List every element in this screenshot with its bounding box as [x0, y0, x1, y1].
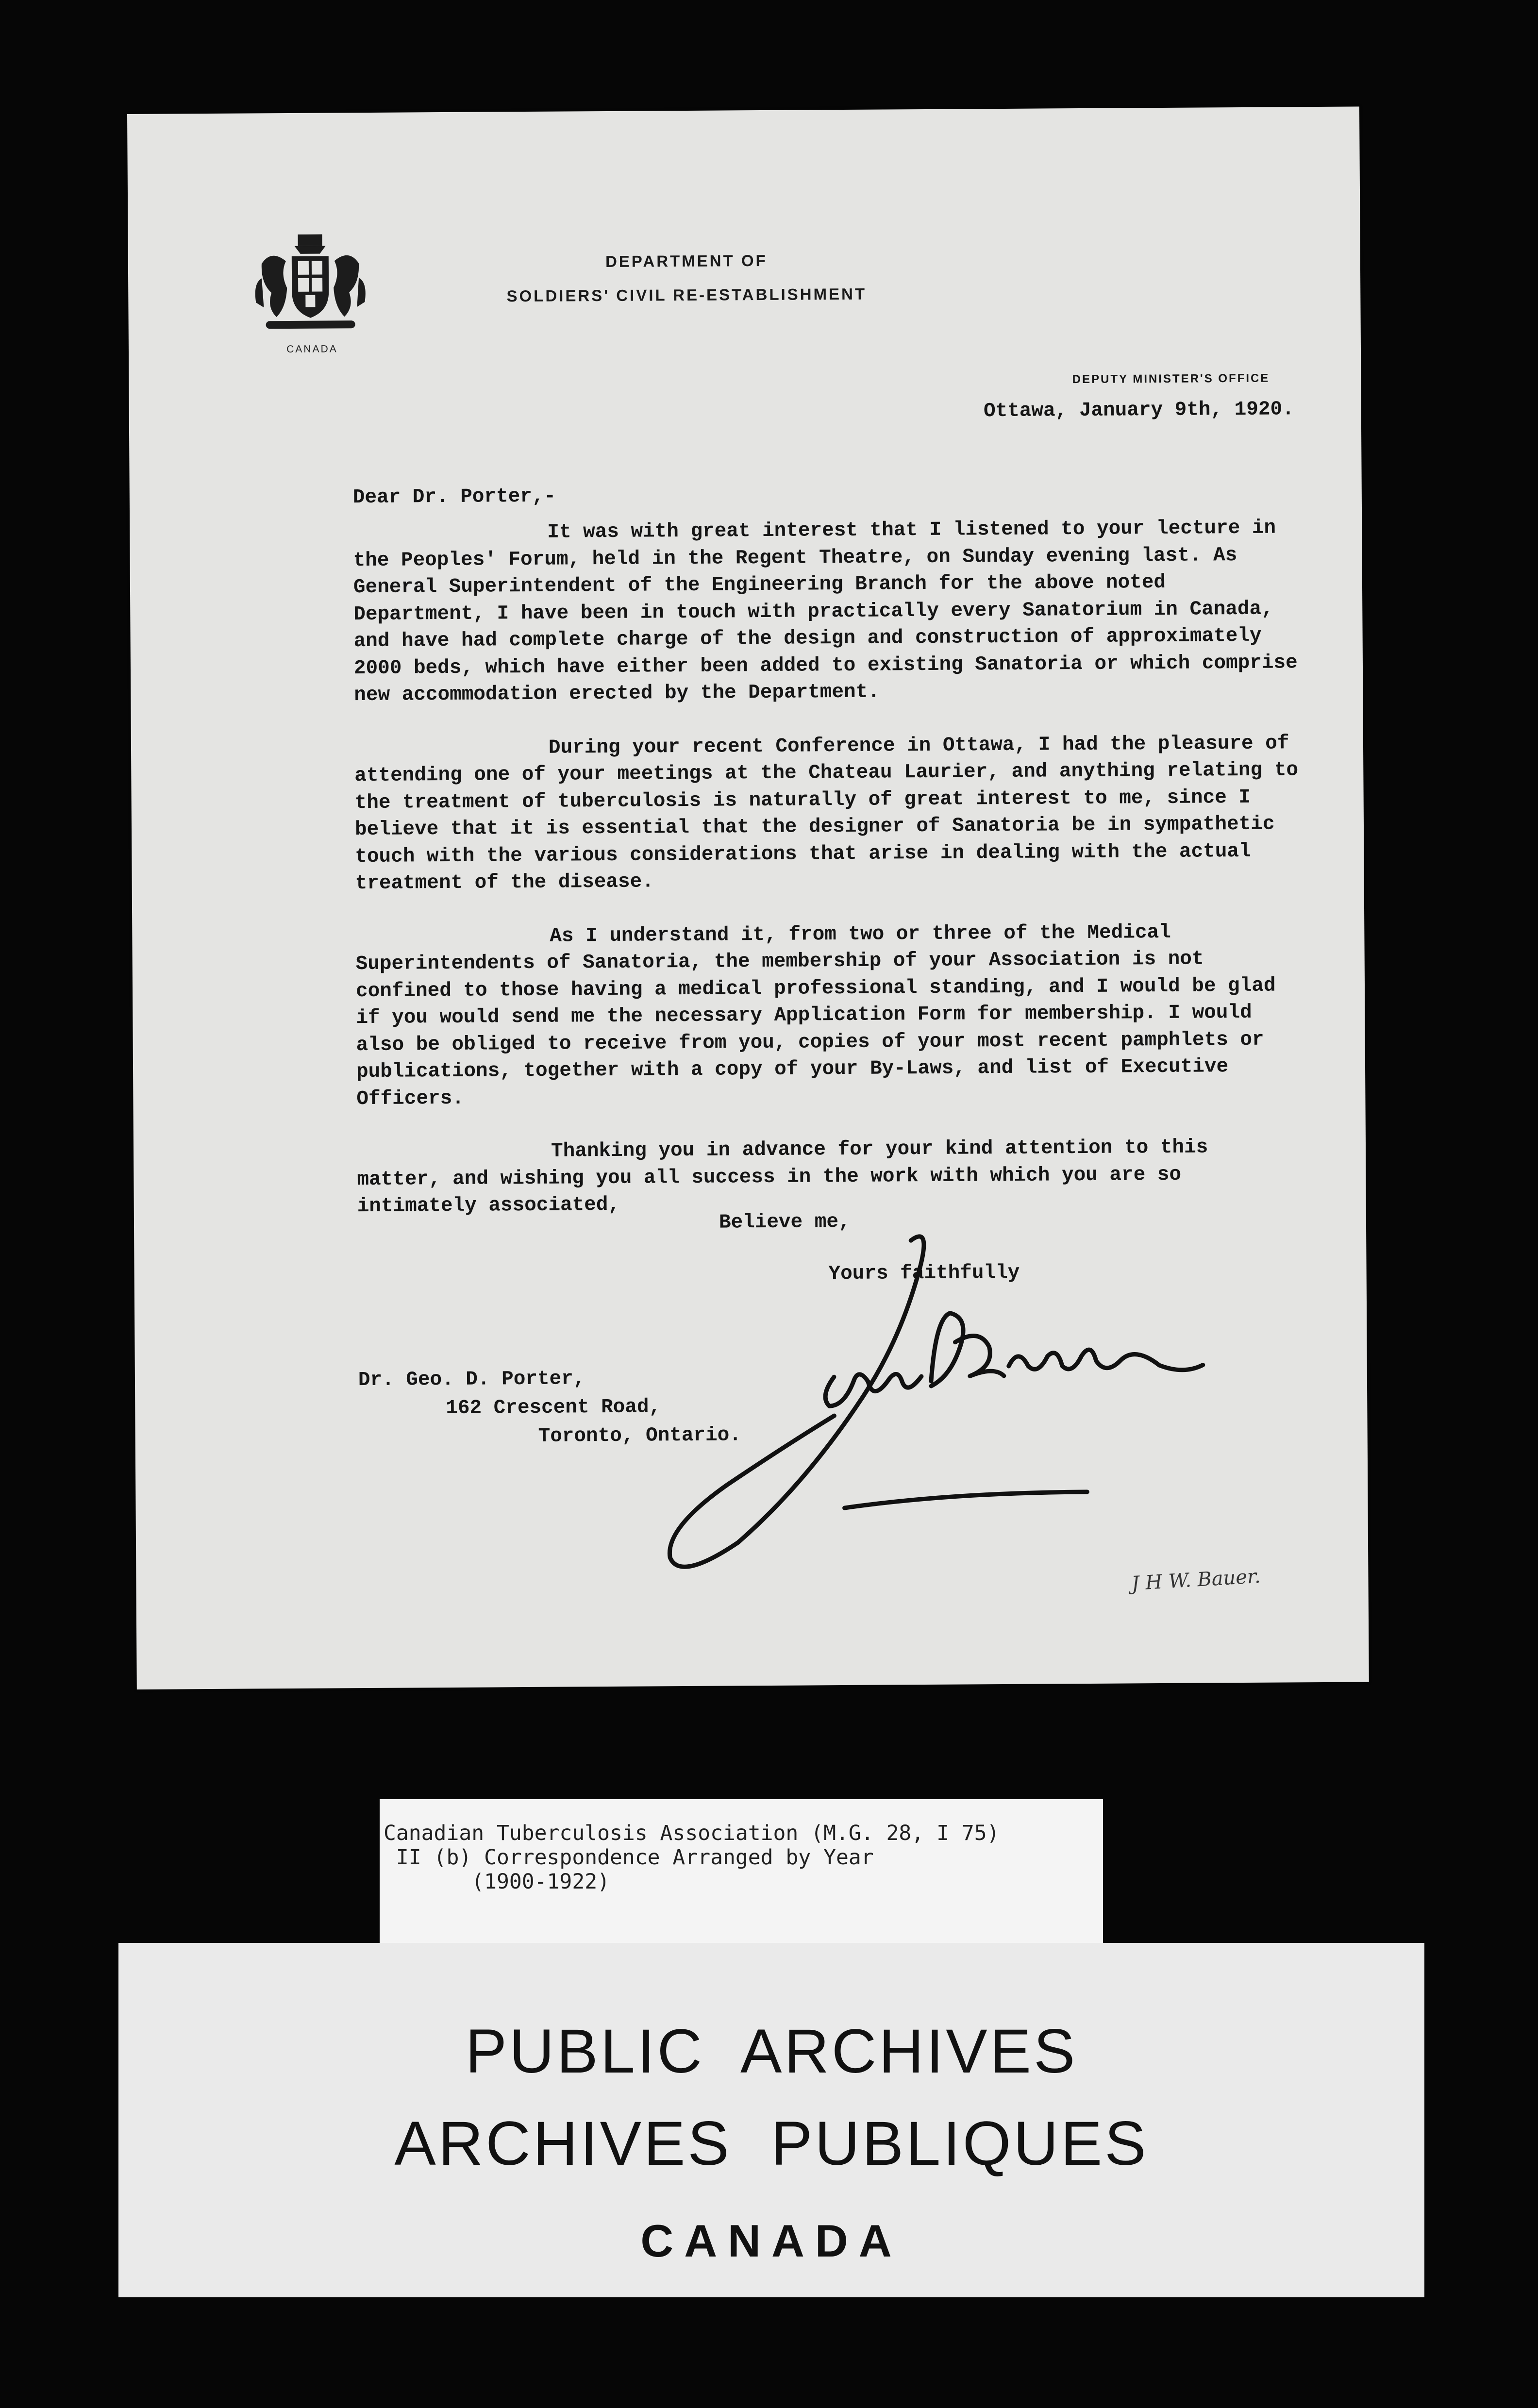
body-paragraph: As I understand it, from two or three of the Medical Superintendents of Sanatoria, the membership of your Association is not confined to those having a medical professional standing, and I would be glad if you would send me the necessary Application Form for membership. I would also be obliged to receive from you, copies of your most recent pamphlets or publications, together with a copy of your By-Laws, and list of Executive Officers.	[355, 921, 1276, 1110]
addressee-line-3: Toronto, Ontario.	[538, 1424, 742, 1448]
letter-body	[353, 515, 1304, 1220]
coat-of-arms-icon	[252, 234, 369, 336]
body-paragraph: During your recent Conference in Ottawa, I had the pleasure of attending one of your meetings at the Chateau Laurier, and anything relating to the treatment of tuberculosis is naturally of great interest to me, since I believe that it is essential that the designer of Sanatoria be in sympathetic touch with the various considerations that arise in dealing with the actual treatment of the disease.	[354, 732, 1299, 895]
archives-banner	[118, 1943, 1424, 2297]
office-heading: DEPUTY MINISTER'S OFFICE	[1072, 371, 1270, 386]
closing-line-1: Believe me,	[719, 1210, 851, 1234]
banner-line-1: PUBLIC ARCHIVES	[465, 2017, 1078, 2086]
handwritten-signature	[658, 1219, 1219, 1591]
body-paragraph: Thanking you in advance for your kind attention to this matter, and wishing you all success in the work with which you are so intimately associated,	[357, 1136, 1208, 1218]
addressee-line-1: Dr. Geo. D. Porter,	[358, 1368, 585, 1392]
letterhead-department	[419, 243, 954, 314]
department-line-2: SOLDIERS' CIVIL RE-ESTABLISHMENT	[506, 284, 867, 305]
letter-page	[127, 106, 1369, 1689]
letter-date: Ottawa, January 9th, 1920.	[983, 398, 1294, 423]
archive-label-line-1: Canadian Tuberculosis Association (M.G. 28, I 75)	[384, 1821, 1000, 1845]
body-paragraph: It was with great interest that I listened to your lecture in the Peoples' Forum, held in the Regent Theatre, on Sunday evening last. As General Superintendent of the Engineering Branch for the above noted Department, I have been in touch with practically every Sanatorium in Canada, and have had complete charge of the design and construction of approximately 2000 beds, which have either been added to existing Sanatoria or which comprise new accommodation erected by the Department.	[353, 517, 1298, 707]
closing-line-2: Yours faithfully	[828, 1261, 1020, 1286]
salutation: Dear Dr. Porter,-	[352, 485, 556, 509]
emblem-label: CANADA	[286, 343, 338, 355]
archive-label-card	[380, 1799, 1103, 1944]
addressee-line-2: 162 Crescent Road,	[446, 1396, 661, 1420]
department-line-1: DEPARTMENT OF	[605, 251, 768, 270]
signature-annotation: J H W. Bauer.	[1131, 1565, 1261, 1595]
archive-label-line-3: (1900-1922)	[384, 1870, 610, 1894]
archive-label-line-2: II (b) Correspondence Arranged by Year	[384, 1845, 874, 1870]
banner-line-2: ARCHIVES PUBLIQUES	[394, 2109, 1149, 2178]
banner-line-3: CANADA	[640, 2215, 903, 2266]
